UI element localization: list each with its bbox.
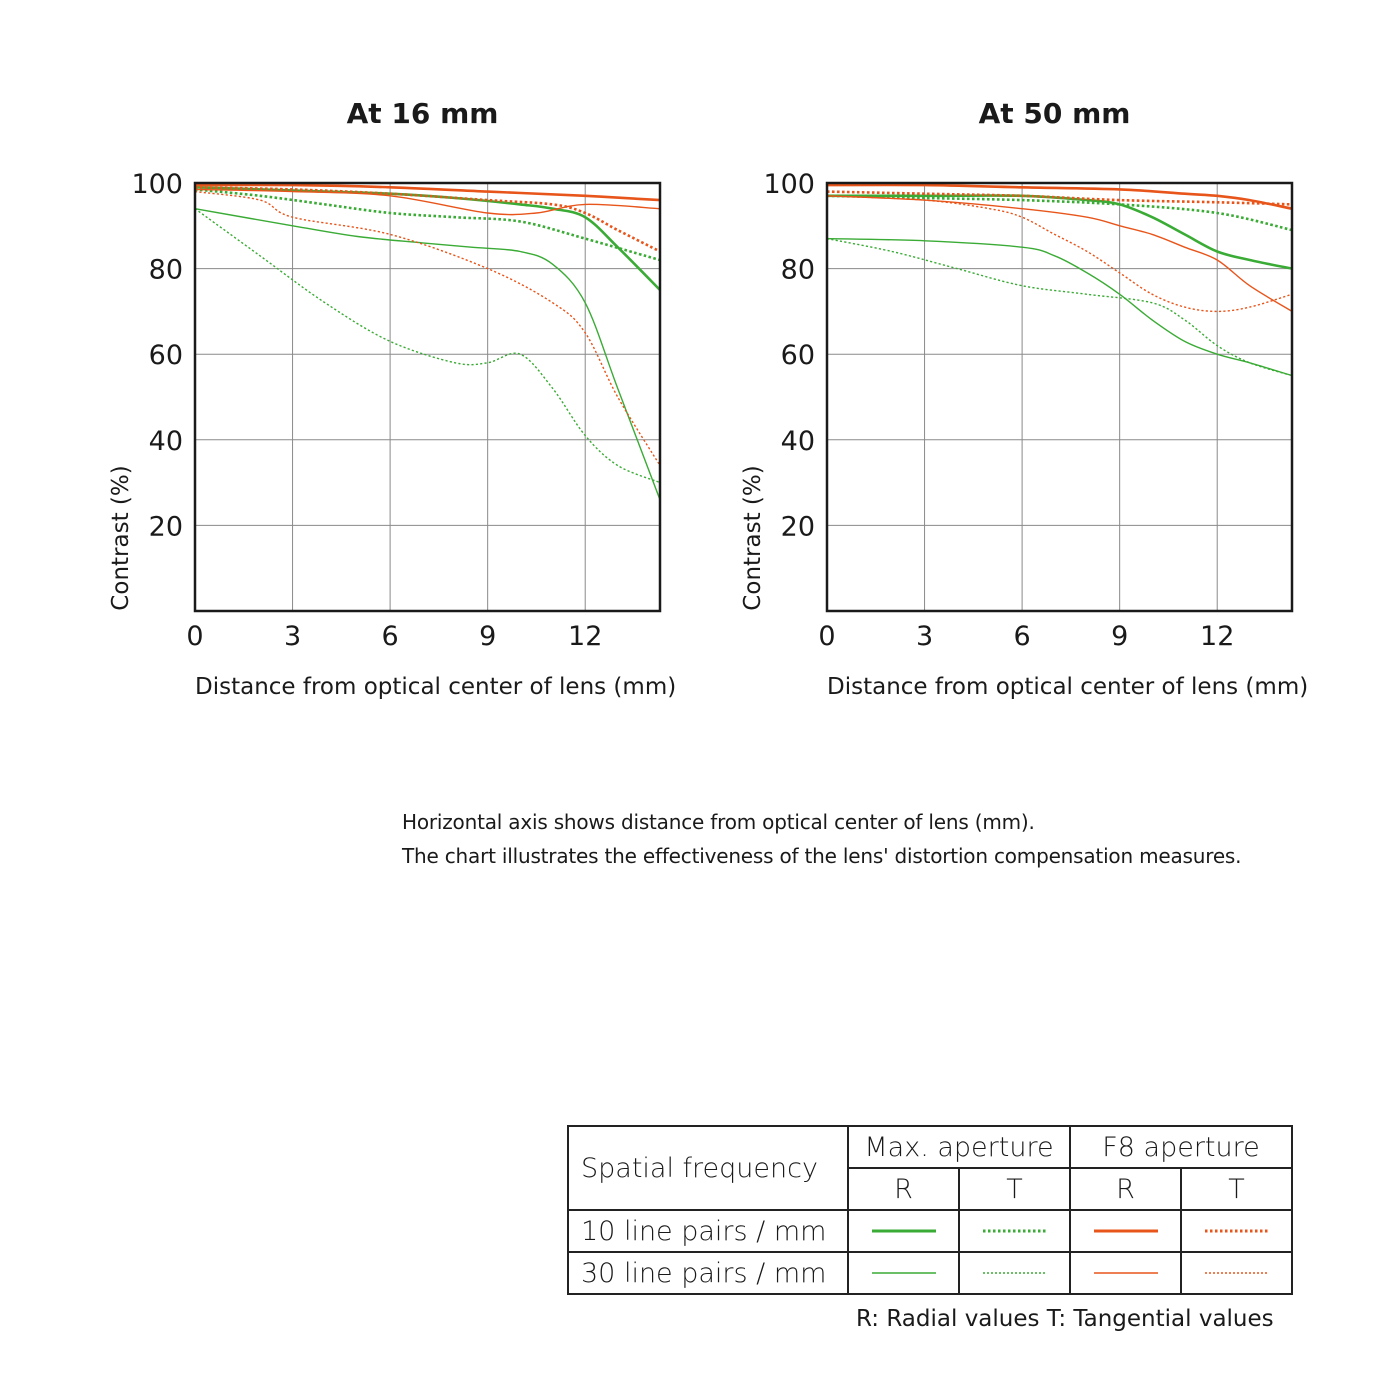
- chart-title: At 50 mm: [978, 97, 1131, 130]
- x-tick-label: 6: [1013, 621, 1031, 652]
- y-tick-label: 80: [780, 254, 815, 286]
- legend-sample-cell: [848, 1210, 959, 1252]
- x-tick-label: 9: [479, 621, 497, 652]
- x-tick-label: 6: [381, 621, 399, 652]
- x-axis-label: Distance from optical center of lens (mm): [827, 674, 1309, 700]
- y-tick-label: 100: [131, 169, 183, 200]
- series-line: [827, 239, 1292, 376]
- series-line: [195, 187, 660, 290]
- row-10-label: 10 line pairs / mm: [568, 1210, 848, 1252]
- axis-note: Horizontal axis shows distance from optical center of lens (mm).: [402, 810, 1035, 834]
- legend-sample-cell: [848, 1252, 959, 1294]
- x-tick-label: 12: [1200, 621, 1235, 652]
- legend-max-t-30: [983, 1270, 1047, 1276]
- series-line: [195, 189, 660, 260]
- x-axis-label: Distance from optical center of lens (mm): [195, 674, 677, 700]
- max-aperture-r-header: R: [848, 1168, 959, 1210]
- legend-sample-cell: [959, 1252, 1070, 1294]
- y-tick-label: 60: [148, 340, 183, 372]
- x-tick-label: 12: [568, 621, 603, 652]
- legend-max-t-10: [983, 1228, 1047, 1234]
- x-tick-label: 3: [915, 621, 934, 652]
- max-aperture-t-header: T: [959, 1168, 1070, 1210]
- legend-f8-r-30: [1094, 1270, 1158, 1276]
- x-tick-label: 9: [1111, 621, 1129, 652]
- f8-aperture-header: F8 aperture: [1070, 1126, 1292, 1168]
- chart-note: The chart illustrates the effectiveness of the lens' distortion compensation measures.: [402, 844, 1242, 868]
- y-tick-label: 40: [780, 425, 815, 457]
- legend-f8-t-30: [1205, 1270, 1269, 1276]
- legend-sample-cell: [959, 1210, 1070, 1252]
- legend-table: [567, 1125, 1293, 1295]
- y-tick-label: 20: [780, 511, 815, 543]
- legend-footnote: R: Radial values T: Tangential values: [856, 1306, 1274, 1332]
- plot-frame: [195, 183, 660, 611]
- row-30-label: 30 line pairs / mm: [568, 1252, 848, 1294]
- x-tick-label: 0: [186, 621, 204, 652]
- legend-f8-r-10: [1094, 1228, 1158, 1234]
- legend-max-r-30: [872, 1270, 936, 1276]
- series-line: [195, 209, 660, 483]
- legend-sample-cell: [1070, 1252, 1181, 1294]
- y-axis-label: Contrast (%): [108, 465, 134, 611]
- y-tick-label: 20: [148, 511, 183, 543]
- legend-max-r-10: [872, 1228, 936, 1234]
- x-tick-label: 3: [283, 621, 302, 652]
- y-tick-label: 40: [148, 425, 183, 457]
- y-axis-label: Contrast (%): [740, 465, 766, 611]
- series-line: [195, 192, 660, 466]
- legend-f8-t-10: [1205, 1228, 1269, 1234]
- plot-frame: [827, 183, 1292, 611]
- spatial-frequency-header: Spatial frequency: [568, 1126, 848, 1210]
- legend-sample-cell: [1181, 1210, 1292, 1252]
- y-tick-label: 100: [763, 169, 815, 200]
- legend-sample-cell: [1070, 1210, 1181, 1252]
- f8-aperture-t-header: T: [1181, 1168, 1292, 1210]
- x-tick-label: 0: [818, 621, 836, 652]
- f8-aperture-r-header: R: [1070, 1168, 1181, 1210]
- y-tick-label: 60: [780, 340, 815, 372]
- max-aperture-header: Max. aperture: [848, 1126, 1070, 1168]
- series-line: [195, 185, 660, 200]
- y-tick-label: 80: [148, 254, 183, 286]
- chart-title: At 16 mm: [346, 97, 499, 130]
- legend-sample-cell: [1181, 1252, 1292, 1294]
